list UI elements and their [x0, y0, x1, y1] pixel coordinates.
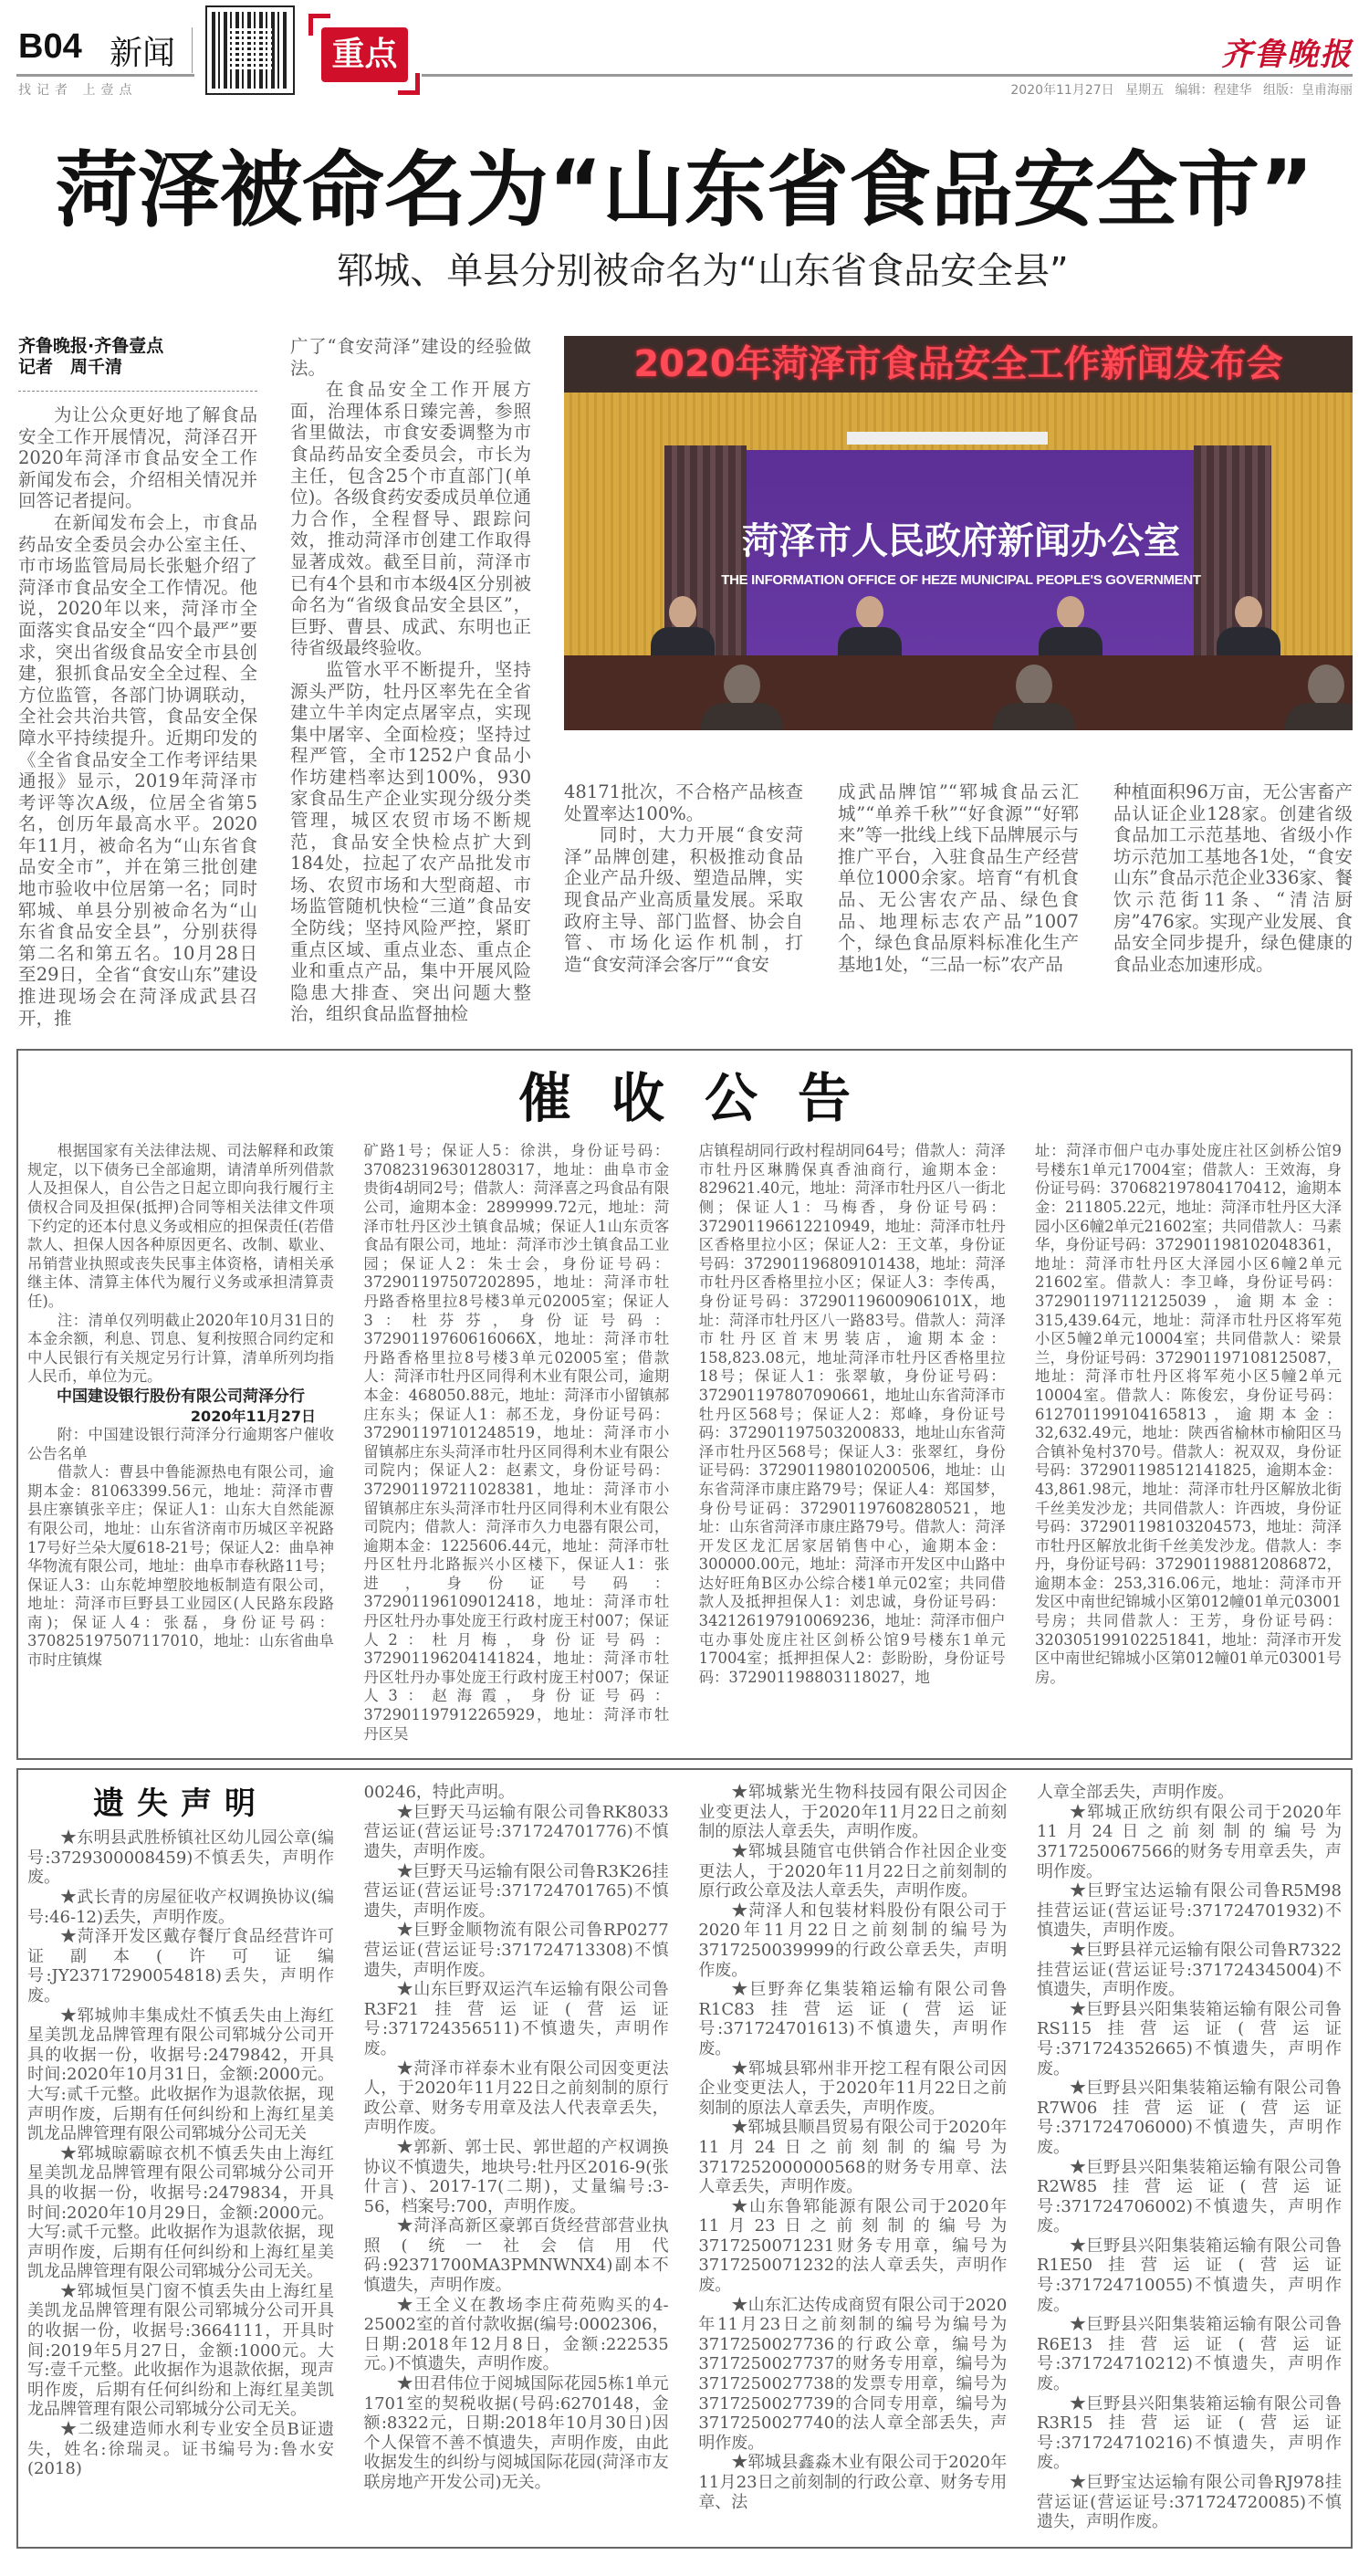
paragraph: 为让公众更好地了解食品安全工作开展情况，菏泽召开2020年菏泽市食品安全工作新闻发布会，介绍相关情况并回答记者提问。: [18, 404, 257, 512]
article-column-5: [1113, 781, 1353, 975]
paragraph: ★巨野县祥元运输有限公司鲁R7322挂营运证(营运证号:371724345004)不慎遗失，声明作废。: [1036, 1940, 1342, 2000]
paragraph: ★山东汇达传成商贸有限公司于2020年11月23日之前刻制的编号为编号为3717250027736的行政公章，编号为3717250027737的财务专用章，编号为3717250027738的发票专用章，编号为3717250027739的合同专用章，编号为3717250027740的法人章全部丢失，声明作废。: [698, 2295, 1008, 2453]
article-column-1: [18, 336, 257, 1029]
lost-notices-column-3: [698, 1783, 1007, 2512]
paragraph: ★武长青的房屋征收产权调换协议(编号:46-12)丢失，声明作废。: [27, 1888, 334, 1927]
collection-notice-intro: [27, 1142, 334, 1387]
paragraph: ★巨野县兴阳集装箱运输有限公司鲁RS115挂营运证(营运证号:371724352665)不慎遗失，声明作废。: [1036, 1999, 1342, 2079]
paragraph: 成武品牌馆”“郓城食品云汇城”“单养千秋”“好食源”“好郓来”等一批线上线下品牌展示与推广平台，入驻食品生产经营单位1000余家。培育“有机食品、无公害农产品、绿色食品、地理标志农产品”1007个，绿色食品原料标准化生产基地1处，“三品一标”农产品: [838, 781, 1079, 975]
section-name: 新闻: [110, 35, 176, 72]
article-column-2: [290, 336, 531, 1025]
section-tag: 重点: [321, 27, 408, 82]
paragraph: ★巨野宝达运输有限公司鲁RJ978挂营运证(营运证号:371724720085)不慎遗失，声明作废。: [1036, 2473, 1342, 2532]
paragraph: 矿路1号；保证人5：徐洪，身份证号码：370823196301280317，地址：曲阜市金贵街4胡同2号；借款人：菏泽喜之玛食品有限公司，逾期本金：2899999.72元，地址：菏泽市牡丹区沙土镇食品城；保证人1山东贡客食品有限公司，地址：菏泽市沙土镇食品工业园；保证人2：朱士会，身份证号码：372901197507202895，地址：菏泽市牡丹路香格里拉8号楼3单元02005室；保证人3：杜芬芬，身份证号码：37290119760616066X，地址：菏泽市牡丹路香格里拉8号楼3单元02005室；借款人：菏泽市牡丹区同得利木业有限公司，逾期本金：468050.88元，地址：菏泽市小留镇郝庄东头；保证人1：郝丕龙，身份证号码：372901197101248519，地址：菏泽市小留镇郝庄东头菏泽市牡丹区同得利木业有限公司院内；保证人2：赵素文，身份证号码：372901197211028381，地址：菏泽市小留镇郝庄东头菏泽市牡丹区同得利木业有限公司院内；借款人：菏泽市久力电器有限公司，逾期本金：1225606.44元，地址：菏泽市牡丹区牡丹北路振兴小区楼下，保证人1：张进，身份证号码：372901196109012418，地址：菏泽市牡丹区牡丹办事处庞王行政村庞王村007；保证人2：杜月梅，身份证号码：372901196204141824，地址：菏泽市牡丹区牡丹办事处庞王行政村庞王村007；保证人3：赵海霞，身份证号码：372901197912265929，地址：菏泽市牡丹区吴: [363, 1142, 670, 1743]
paragraph: ★郓城县随官屯供销合作社因企业变更法人，于2020年11月22日之前刻制的原行政公章及法人章丢失，声明作废。: [698, 1842, 1008, 1901]
paragraph: ★田君伟位于阅城国际花园5栋1单元1701室的契税收据(号码:6270148，金额:8322元，日期:2018年10月30日)因个人保管不善不慎遗失，声明作废，由此收据发生的纠纷与阅城国际花园(菏泽市友联房地产开发公司)无关。: [363, 2374, 669, 2492]
collection-notice-column-3: [699, 1142, 1006, 1687]
photo-backdrop-subtitle: THE INFORMATION OFFICE OF HEZE MUNICIPAL PEOPLE'S GOVERNMENT: [721, 572, 1201, 588]
paragraph: ★山东巨野双运汽车运输有限公司鲁R3F21挂营运证(营运证号:371724356511)不慎遗失，声明作废。: [363, 1980, 669, 2058]
paragraph: ★巨野县兴阳集装箱运输有限公司鲁R2W85挂营运证(营运证号:371724706002)不慎遗失，声明作废。: [1036, 2157, 1342, 2236]
lost-notices-column-1: [27, 1783, 334, 2479]
paragraph: ★菏泽人和包装材料股份有限公司于2020年11月22日之前刻制的编号为3717250039999的行政公章丢失，声明作废。: [698, 1901, 1008, 1980]
collection-notice-list: [27, 1426, 334, 1670]
paragraph: 附：中国建设银行菏泽分行逾期客户催收公告名单: [27, 1425, 334, 1462]
page-number: B04: [18, 27, 82, 66]
collection-notice-columns: [27, 1142, 1342, 1744]
paragraph: ★巨野金顺物流有限公司鲁RP0277营运证(营运证号:371724713308)不慎遗失，声明作废。: [363, 1921, 669, 1980]
paragraph: 根据国家有关法律法规、司法解释和政策规定，以下债务已全部逾期，请清单所列借款人及担保人，自公告之日起立即向我行履行主债权合同及担保(抵押)合同等相关法律文件项下约定的还本付息义务或相应的担保责任(若借款人、担保人因各种原因更名、改制、歇业、吊销营业执照或丧失民事主体资格，请相关承继主体、清算主体代为履行义务或承担清算责任)。: [27, 1142, 334, 1310]
paragraph: ★菏泽高新区豪郭百货经营部营业执照(统一社会信用代码:92371700MA3PMNWNX4)副本不慎遗失，声明作废。: [363, 2216, 669, 2296]
paragraph: ★郓城恒昊门窗不慎丢失由上海红星美凯龙品牌管理有限公司郓城分公司开具的收据一份，收据号:3664111，开具时间:2019年5月27日，金额:1000元。大写:壹千元整。此收据作为退款依据，现声明作废，后期有任何纠纷和上海红星美凯龙品牌管理有限公司郓城分公司无关。: [27, 2281, 335, 2420]
article-right-block: [564, 336, 1353, 975]
collection-notice-column-4: [1035, 1142, 1342, 1687]
paragraph: 在新闻发布会上，市食品药品安全委员会办公室主任、市市场监管局局长张魁介绍了菏泽市食品安全工作情况。他说，2020年以来，菏泽市全面落实食品安全“四个最严”要求，突出省级食品安全市县创建，狠抓食品安全全过程、全方位监管，各部门协调联动，全社会共治共管，食品安全保障水平持续提升。近期印发的《全省食品安全工作考评结果通报》显示，2019年菏泽市考评等次A级，位居全省第5名，创历年最高水平。2020年11月，被命名为“山东省食品安全市”，并在第三批创建地市验收中位居第一名；同时郓城、单县分别被命名为“山东省食品安全县”，分别获得第二名和第五名。10月28日至29日，全省“食安山东”建设推进现场会在菏泽成武县召开，推: [18, 511, 257, 1029]
collection-notice-column-1: [27, 1142, 334, 1670]
paragraph: ★巨野宝达运输有限公司鲁R5M98挂营运证(营运证号:371724701932)不慎遗失，声明作废。: [1036, 1881, 1342, 1941]
article-lower-columns: [564, 781, 1353, 975]
lost-notices-column-2: [364, 1783, 669, 2492]
subheadline: 郓城、单县分别被命名为“山东省食品安全县”: [337, 250, 1069, 292]
paragraph: ★巨野天马运输有限公司鲁RK8033营运证(营运证号:371724701776)不慎遗失，声明作废。: [363, 1802, 669, 1861]
collection-notice-box: [16, 1049, 1353, 1760]
headline: 菏泽被命名为“山东省食品安全市”: [55, 142, 1314, 238]
paragraph: ★郓城正欣纺织有限公司于2020年11月24日之前刻制的编号为3717250067566的财务专用章丢失，声明作废。: [1036, 1802, 1342, 1881]
photo-backdrop-title: 菏泽市人民政府新闻办公室: [742, 520, 1180, 562]
article-column-1-text: [18, 404, 257, 1029]
photo-led-banner: 2020年菏泽市食品安全工作新闻发布会: [564, 336, 1353, 393]
paragraph: ★巨野县兴阳集装箱运输有限公司鲁R7W06挂营运证(营运证号:371724706000)不慎遗失，声明作废。: [1036, 2079, 1342, 2157]
dateline: 2020年11月27日 星期五 编辑：程建华 组版：皇甫海丽: [1010, 83, 1353, 98]
article-column-4: [838, 781, 1079, 975]
byline-source: 齐鲁晚报·齐鲁壹点: [18, 336, 164, 356]
paragraph: ★巨野奔亿集装箱运输有限公司鲁R1C83挂营运证(营运证号:371724701613)不慎遗失，声明作废。: [698, 1980, 1008, 2058]
paragraph: 在食品安全工作开展方面，治理体系日臻完善，参照省里做法，市食安委调整为市食品药品安全委员会，市长为主任，包含25个市直部门(单位)。各级食药安委成员单位通力合作，全程督导、跟踪问效，推动菏泽市创建工作取得显著成效。截至目前，菏泽市已有4个县和市本级4区分别被命名为“省级食品安全县区”，巨野、曹县、成武、东明也正待省级最终验收。: [290, 379, 531, 659]
article: [0, 336, 1369, 1029]
paragraph: 00246，特此声明。: [363, 1783, 515, 1803]
photo-light: [847, 432, 1048, 445]
newspaper-logo: 齐鲁晚报: [1221, 37, 1353, 73]
paragraph: 48171批次，不合格产品核查处置率达100%。: [564, 781, 803, 824]
paragraph: ★巨野县兴阳集装箱运输有限公司鲁R6E13挂营运证(营运证号:371724710212)不慎遗失，声明作废。: [1036, 2315, 1342, 2394]
lost-notices-column-4: [1037, 1783, 1342, 2532]
paragraph: ★巨野县兴阳集装箱运输有限公司鲁R3R15挂营运证(营运证号:371724710216)不慎遗失，声明作废。: [1036, 2393, 1342, 2473]
paragraph: 广了“食安菏泽”建设的经验做法。: [290, 336, 531, 379]
photo-audience: [993, 665, 1075, 730]
paragraph: ★东明县武胜桥镇社区幼儿园公章(编号:3729300008459)不慎丢失，声明作废。: [27, 1828, 334, 1888]
byline: [18, 336, 257, 392]
paragraph: ★郓城紫光生物科技园有限公司因企业变更法人，于2020年11月22日之前刻制的原法人章丢失，声明作废。: [698, 1783, 1008, 1842]
paragraph: ★山东鲁郓能源有限公司于2020年11月23日之前刻制的编号为3717250071231财务专用章，编号为3717250071232的法人章丢失，声明作废。: [698, 2196, 1008, 2296]
paragraph: 监管水平不断提升，坚持源头严防，牡丹区率先在全省建立牛羊肉定点屠宰点，实现集中屠宰、全面检疫；坚持过程严管，全市1252户食品小作坊建档率达到100%，930家食品生产企业实现分级分类管理，城区农贸市场不断规范，食品安全快检点扩大到184处，拉起了农产品批发市场、农贸市场和大型商超、市场监管随机快检“三道”食品安全防线；坚持风险严控，紧盯重点区域、重点业态、重点企业和重点产品，集中开展风险隐患大排查、突出问题大整治，组织食品监督抽检: [290, 658, 531, 1025]
collection-notice-title: 催收公告: [517, 1067, 891, 1130]
lost-notices-column-1-text: [27, 1828, 334, 2479]
paragraph: ★郓城帅丰集成灶不慎丢失由上海红星美凯龙品牌管理有限公司郓城分公司开具的收据一份，收据号:2479842，开具时间:2020年10月31日，金额:2000元。大写:贰千元整。此收据作为退款依据，现声明作废，后期有任何纠纷和上海红星美凯龙品牌管理有限公司郓城分公司无关: [27, 2005, 334, 2144]
paragraph: ★郓城县顺昌贸易有限公司于2020年11月24日之前刻制的编号为3717252000000568的财务专用章、法人章丢失，声明作废。: [698, 2118, 1008, 2197]
photo-audience: [701, 665, 783, 730]
paragraph: ★郭新、郭士民、郭世超的产权调换协议不慎遗失，地块号:牡丹区2016-9(张什言)、2017-17(二期)，丈量编号:3-56，档案号:700，声明作废。: [363, 2137, 669, 2216]
lost-notices-title: 遗失声明: [93, 1785, 268, 1823]
press-conference-photo: [564, 336, 1353, 730]
paragraph: ★郓城晾霸晾衣机不慎丢失由上海红星美凯龙品牌管理有限公司郓城分公司开具的收据一份，收据号:2479834，开具时间:2020年10月29日，金额:2000元。大写:贰千元整。此收据作为退款依据，现声明作废，后期有任何纠纷和上海红星美凯龙品牌管理有限公司郓城分公司无关。: [27, 2143, 334, 2282]
notice-signer: 中国建设银行股份有限公司菏泽分行: [57, 1387, 305, 1406]
paragraph: 址：菏泽市佃户屯办事处庞庄社区剑桥公馆9号楼东1单元17004室；借款人：王效海，身份证号码：370682197804170412，逾期本金：211805.22元，地址：菏泽市牡丹区大泽园小区6幢2单元21602室；共同借款人：马素华，身份证号码：372901198102048361，地址：菏泽市牡丹区大泽园小区6幢2单元21602室。借款人：李卫峰，身份证号码：372901197112125039，逾期本金：315,439.64元，地址：菏泽市牡丹区将军苑小区5幢2单元10004室；共同借款人：梁景兰，身份证号码：372901197108125087，地址：菏泽市牡丹区将军苑小区5幢2单元10004室。借款人：陈俊宏，身份证号码：612701199104165813，逾期本金：32,632.49元，地址：陕西省榆林市榆阳区马合镇补兔村370号。借款人：祝双双，身份证号码：372901198512141825，逾期本金：43,861.98元，地址：菏泽市牡丹区解放北街千丝美发沙龙；共同借款人：许西坡，身份证号码：372901198103204573，地址：菏泽市牡丹区解放北街千丝美发沙龙。借款人：李丹，身份证号码：372901198812086872，逾期本金：253,316.06元，地址：菏泽市开发区中南世纪锦城小区第012幢01单元03001号房；共同借款人：王芳，身份证号码：320305199102251841，地址：菏泽市开发区中南世纪锦城小区第012幢01单元03001号房。: [1034, 1142, 1342, 1686]
paragraph: ★郓城县鑫淼木业有限公司于2020年11月23日之前刻制的行政公章、财务专用章、法: [698, 2453, 1008, 2512]
paragraph: 同时，大力开展“食安菏泽”品牌创建，积极推动食品企业产品升级、塑造品牌，实现食品产业高质量发展。采取政府主导、部门监督、协会自管、市场化运作机制，打造“食安菏泽会客厅”“食安: [564, 824, 803, 975]
notice-date: 2020年11月27日: [190, 1407, 316, 1425]
paragraph: 借款人：曹县中鲁能源热电有限公司，逾期本金：81063399.56元，地址：菏泽市曹县庄寨镇张辛庄；保证人1：山东大自然能源有限公司，地址：山东省济南市历城区辛祝路17号好兰朵大厦618-21号；保证人2：曲阜神华物流有限公司，地址：曲阜市春秋路11号；保证人3：山东乾坤塑胶地板制造有限公司，地址：菏泽市巨野县工业园区(人民路东段路南)；保证人4：张磊，身份证号码：370825197507117010，地址：山东省曲阜市时庄镇煤: [27, 1463, 334, 1670]
paragraph: ★菏泽开发区戴存餐厅食品经营许可证副本(许可证编号:JY23717290054818)丢失，声明作废。: [27, 1927, 334, 2005]
article-column-3: [564, 781, 803, 975]
paragraph: 种植面积96万亩，无公害畜产品认证企业128家。创建省级食品加工示范基地、省级小作坊示范加工基地各1处，“食安山东”食品示范企业336家、餐饮示范街11条、“清洁厨房”476家。实现产业发展、食品安全同步提升，绿色健康的食品业态加速形成。: [1113, 781, 1353, 975]
collection-notice-column-2: [363, 1142, 669, 1744]
lost-notices-columns: [27, 1783, 1342, 2532]
paragraph: ★王全义在教场李庄荷苑购买的4-25002室的首付款收据(编号:0002306，日期:2018年12月8日，金额:222535元。)不慎遗失，声明作废。: [363, 2295, 669, 2374]
paragraph: ★郓城县郓州非开挖工程有限公司因企业变更法人，于2020年11月22日之前刻制的原法人章丢失，声明作废。: [698, 2058, 1008, 2118]
photo-table: [564, 655, 1353, 730]
paragraph: 注：清单仅列明截止2020年10月31日的本金余额，利息、罚息、复利按照合同约定和中人民银行有关规定另行计算，清单所列均指人民币，单位为元。: [27, 1311, 334, 1386]
paragraph: ★菏泽市祥泰木业有限公司因变更法人，于2020年11月22日之前刻制的原行政公章、财务专用章及法人代表章丢失，声明作废。: [363, 2058, 669, 2138]
paragraph: ★二级建造师水利专业安全员B证遗失，姓名:徐瑞灵。证书编号为:鲁水安(2018): [27, 2420, 334, 2479]
photo-audience: [1285, 665, 1353, 730]
paragraph: ★巨野天马运输有限公司鲁R3K26挂营运证(营运证号:371724701765)不慎遗失，声明作废。: [363, 1861, 669, 1921]
paragraph: 店镇程胡同行政村程胡同64号；借款人：菏泽市牡丹区琳腾保真香油商行，逾期本金：829621.40元，地址：菏泽市牡丹区八一街北侧；保证人1：马梅香，身份证号码：372901196612210949，地址：菏泽市牡丹区香格里拉小区；保证人2：王文革，身份证号码：372901196809101438，地址：菏泽市牡丹区香格里拉小区；保证人3：李传禹，身份证号码：37290119600906101X，地址：菏泽市牡丹区八一路83号。借款人：菏泽市牡丹区首末男装店，逾期本金：158,823.08元，地址菏泽市牡丹区香格里拉18号；保证人1：张翠敏，身份证号码：372901197807090661，地址山东省菏泽市牡丹区568号；保证人2：郑峰，身份证号码：372901197503200833，地址山东省菏泽市牡丹区568号；保证人3：张翠红，身份证号码：372901198010200506，地址：山东省菏泽市康庄路79号；保证人4：郑国梦，身份号证码：372901197608280521，地址：山东省菏泽市康庄路79号。借款人：菏泽开发区龙汇居家居销售中心，逾期本金：300000.00元，地址：菏泽市开发区中山路中达好旺角B区办公综合楼1单元02室；共同借款人及抵押担保人1：刘忠诚，身份证号码：342126197910069236，地址：菏泽市佃户屯办事处庞庄社区剑桥公馆9号楼东1单元17004室；抵押担保人2：彭盼盼，身份证号码：372901198803118027，地: [698, 1142, 1006, 1686]
paragraph: ★巨野县兴阳集装箱运输有限公司鲁R1E50挂营运证(营运证号:371724710055)不慎遗失，声明作废。: [1036, 2236, 1342, 2315]
paragraph: 人章全部丢失，声明作废。: [1036, 1783, 1234, 1803]
tagline: 找记者 上壹点: [18, 83, 138, 98]
lost-notices-box: [16, 1768, 1353, 2549]
byline-reporter: 记者 周千清: [18, 357, 123, 377]
